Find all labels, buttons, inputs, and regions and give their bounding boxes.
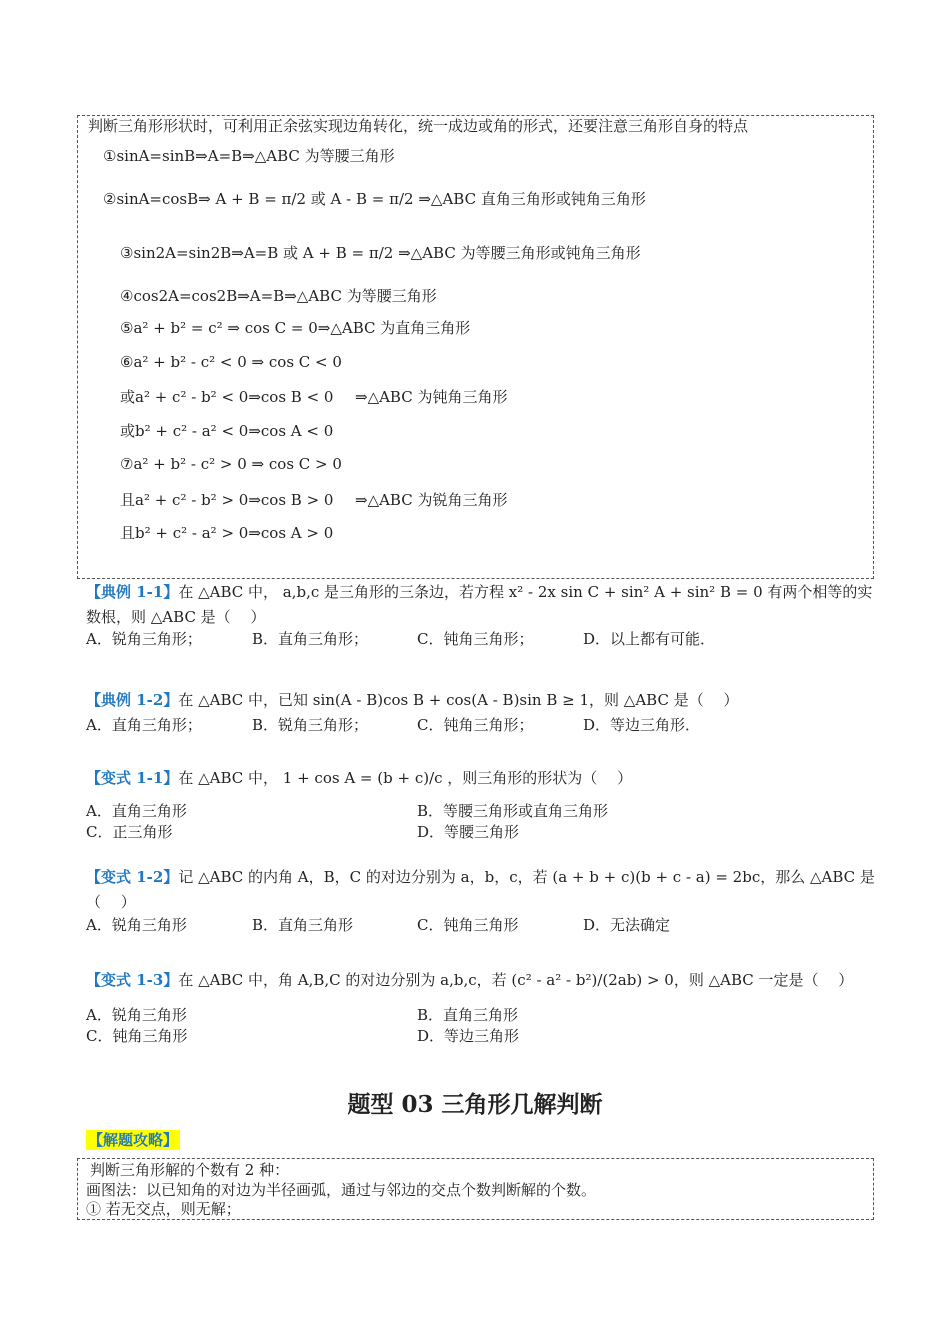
acute-conclusion: ⇒△ABC 为锐角三角形 [355,491,508,509]
variant-1-2-cont: （ ） [86,893,136,911]
rule-4: ④cos2A=cos2B⇒A=B⇒△ABC 为等腰三角形 [120,287,437,305]
question-text: 在 △ABC 中，角 A,B,C 的对边分别为 a,b,c，若 (c² - a² - b²)/(2ab) > 0，则 △ABC 一定是（ ） [178,971,854,989]
strategy-line-2: 画图法：以已知角的对边为半径画弧，通过与邻边的交点个数判断解的个数。 [86,1181,597,1199]
option-b: B．直角三角形 [252,916,354,934]
question-text: 在 △ABC 中，已知 sin(A - B)cos B + cos(A - B)sin B ≥ 1，则 △ABC 是（ ） [178,691,739,709]
section-title: 题型 03 三角形几解判断 [347,1091,603,1118]
rule-1: ①sinA=sinB⇒A=B⇒△ABC 为等腰三角形 [103,147,395,165]
option-a: A．锐角三角形； [86,630,202,648]
option-c: C．钝角三角形 [86,1027,188,1045]
option-a: A．直角三角形； [86,716,202,734]
strategy-line-3: ① 若无交点，则无解； [86,1200,241,1218]
question-tag: 【典例 1-2】 [86,691,179,709]
variant-1-3 [86,970,853,990]
question-text: 在 △ABC 中， a,b,c 是三角形的三条边，若方程 x² - 2x sin C + sin² A + sin² B = 0 有两个相等的实 [178,583,873,601]
rule-7c: 且b² + c² - a² > 0⇒cos A > 0 [120,524,334,542]
question-text: 在 △ABC 中， 1 + cos A = (b + c)/c ，则三角形的形状为（ ） [178,769,633,787]
rule-6a: ⑥a² + b² - c² < 0 ⇒ cos C < 0 [120,353,342,371]
question-tag: 【变式 1-1】 [86,769,179,787]
strategy-line-1: 判断三角形解的个数有 2 种： [90,1161,290,1179]
option-b: B．直角三角形； [252,630,369,648]
question-1-1-cont: 数根，则 △ABC 是（ ） [86,608,266,626]
rule-7a: ⑦a² + b² - c² > 0 ⇒ cos C > 0 [120,455,342,473]
option-c: C．正三角形 [86,823,173,841]
question-text: 记 △ABC 的内角 A，B，C 的对边分别为 a，b，c，若 (a + b + c)(b + c - a) = 2bc，那么 △ABC 是 [178,868,875,886]
rule-3: ③sin2A=sin2B⇒A=B 或 A + B = π/2 ⇒△ABC 为等腰三角形或钝角三角形 [120,244,641,262]
option-a: A．锐角三角形 [86,916,187,934]
question-1-2 [86,690,738,710]
option-c: C．钝角三角形； [417,630,534,648]
variant-1-1 [86,768,632,788]
rule-6b: 或a² + c² - b² < 0⇒cos B < 0 [120,388,334,406]
option-d: D．无法确定 [583,916,671,934]
rule-2: ②sinA=cosB⇒ A + B = π/2 或 A - B = π/2 ⇒△ABC 直角三角形或钝角三角形 [103,190,646,208]
variant-1-2 [86,867,875,887]
option-b: B．直角三角形 [417,1006,519,1024]
obtuse-conclusion: ⇒△ABC 为钝角三角形 [355,388,508,406]
option-b: B．等腰三角形或直角三角形 [417,802,609,820]
question-tag: 【典例 1-1】 [86,583,179,601]
rule-6c: 或b² + c² - a² < 0⇒cos A < 0 [120,422,334,440]
tips-intro: 判断三角形形状时，可利用正余弦实现边角转化，统一成边或角的形式，还要注意三角形自身的特点 [88,117,749,135]
option-d: D．等腰三角形 [417,823,520,841]
rule-7b: 且a² + c² - b² > 0⇒cos B > 0 [120,491,334,509]
option-c: C．钝角三角形 [417,916,519,934]
rule-5: ⑤a² + b² = c² ⇒ cos C = 0⇒△ABC 为直角三角形 [120,319,471,337]
question-1-1 [86,582,872,602]
option-b: B．锐角三角形； [252,716,369,734]
option-a: A．直角三角形 [86,802,187,820]
question-tag: 【变式 1-2】 [86,868,179,886]
strategy-label: 【解题攻略】 [88,1131,179,1149]
option-a: A．锐角三角形 [86,1006,187,1024]
option-c: C．钝角三角形； [417,716,534,734]
option-d: D．等边三角形． [583,716,701,734]
question-tag: 【变式 1-3】 [86,971,179,989]
option-d: D．等边三角形 [417,1027,520,1045]
option-d: D．以上都有可能． [583,630,716,648]
